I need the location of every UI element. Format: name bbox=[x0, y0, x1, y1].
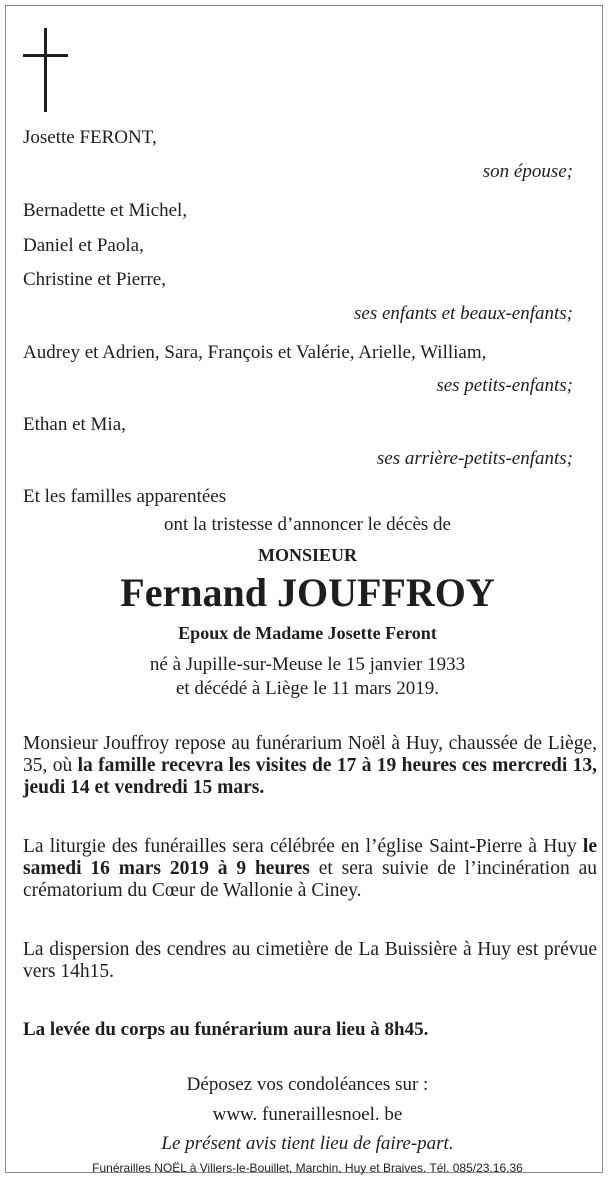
cross-icon bbox=[44, 28, 47, 112]
funeral-date: le samedi 16 mars 2019 à 9 heures bbox=[23, 836, 597, 879]
levee-notice: La levée du corps au funérarium aura lieu à 8h45. bbox=[23, 1019, 429, 1040]
funeral-text-b: et sera suivie de l’incinération au crématorium du Cœur de Wallonie à Ciney. bbox=[23, 858, 597, 901]
announcement-intro: ont la tristesse d’annoncer le décès de bbox=[164, 514, 451, 535]
footer-credits: Funérailles NOËL à Villers-le-Bouillet, Marchin, Huy et Braives. Tél. 085/23.16.36 bbox=[92, 1161, 523, 1175]
visitation-paragraph bbox=[23, 733, 597, 799]
condolences-label: Déposez vos condoléances sur : bbox=[186, 1074, 429, 1095]
children-role: ses enfants et beaux-enfants; bbox=[354, 303, 573, 324]
child-1: Bernadette et Michel, bbox=[23, 200, 188, 221]
condolences-website: www. funeraillesnoel. be bbox=[212, 1104, 403, 1125]
dispersion-paragraph: La dispersion des cendres au cimetière de La Buissière à Huy est prévue vers 14h15. bbox=[23, 939, 597, 982]
child-3: Christine et Pierre, bbox=[23, 269, 166, 290]
faire-part-notice: Le présent avis tient lieu de faire-part. bbox=[161, 1133, 454, 1154]
child-2: Daniel et Paola, bbox=[23, 235, 144, 256]
funeral-text-a: La liturgie des funérailles sera célébrée en l’église Saint-Pierre à Huy bbox=[23, 836, 583, 857]
spouse-role: son épouse; bbox=[482, 161, 573, 182]
deceased-name: Fernand JOUFFROY bbox=[120, 570, 495, 615]
death-line: et décédé à Liège le 11 mars 2019. bbox=[175, 678, 440, 699]
visitation-text: Monsieur Jouffroy repose au funérarium Noël à Huy, chaussée de Liège, 35, où bbox=[23, 733, 597, 776]
relatives: Et les familles apparentées bbox=[23, 486, 227, 507]
notice-frame bbox=[5, 5, 603, 1173]
great-grandchildren: Ethan et Mia, bbox=[23, 414, 126, 435]
grandchildren-role: ses petits-enfants; bbox=[436, 375, 573, 396]
spouse-name: Josette FERONT, bbox=[23, 127, 157, 148]
grandchildren: Audrey et Adrien, Sara, François et Valérie, Arielle, William, bbox=[23, 342, 487, 363]
visitation-hours: la famille recevra les visites de 17 à 19 heures ces mercredi 13, jeudi 14 et vendredi 15 mars. bbox=[23, 755, 597, 798]
funeral-paragraph bbox=[23, 836, 597, 902]
spouse-line: Epoux de Madame Josette Feront bbox=[178, 623, 437, 643]
great-grandchildren-role: ses arrière-petits-enfants; bbox=[376, 448, 573, 469]
honorific: MONSIEUR bbox=[257, 545, 357, 565]
cross-icon-bar bbox=[23, 54, 68, 57]
birth-line: né à Jupille-sur-Meuse le 15 janvier 1933 bbox=[149, 654, 466, 675]
